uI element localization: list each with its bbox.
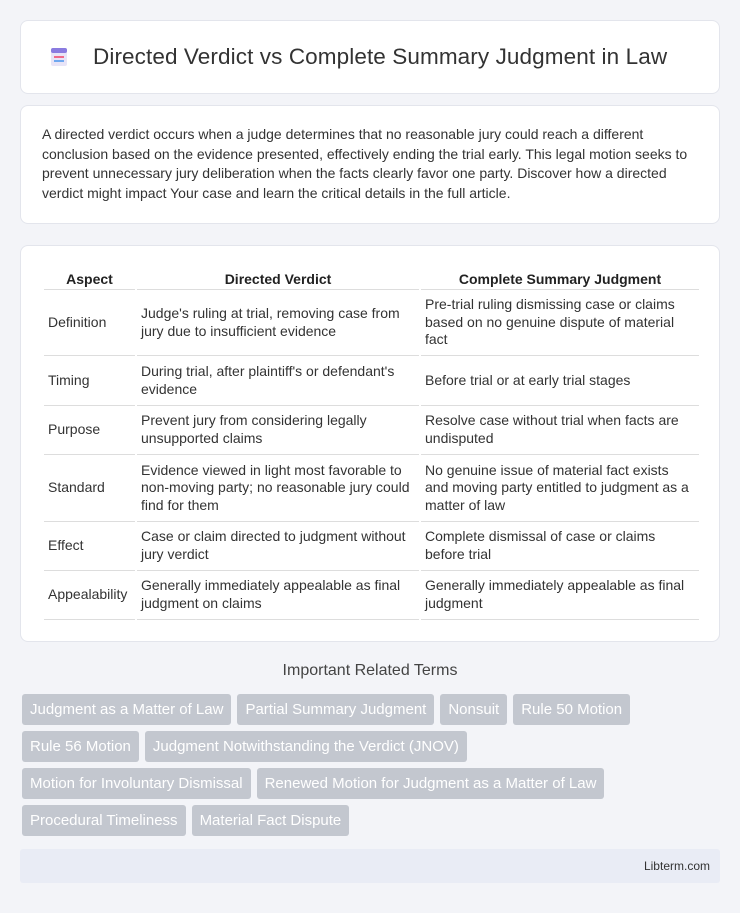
summary-judgment-cell: Generally immediately appealable as final judgment xyxy=(421,571,699,620)
table-row xyxy=(44,455,699,522)
document-stack-icon xyxy=(47,45,71,69)
summary-judgment-cell: Complete dismissal of case or claims before trial xyxy=(421,522,699,571)
summary-judgment-cell: No genuine issue of material fact exists and moving party entitled to judgment as a matter of law xyxy=(421,455,699,522)
related-term-tag[interactable]: Procedural Timeliness xyxy=(22,805,186,836)
column-header-complete-summary-judgment: Complete Summary Judgment xyxy=(421,266,699,290)
tag-row xyxy=(22,805,722,836)
related-term-tag[interactable]: Motion for Involuntary Dismissal xyxy=(22,768,251,799)
footer-site-link[interactable]: Libterm.com xyxy=(643,859,710,873)
aspect-cell: Timing xyxy=(44,356,135,406)
related-term-tag[interactable]: Rule 50 Motion xyxy=(513,694,630,725)
column-header-aspect: Aspect xyxy=(44,266,135,290)
comparison-card xyxy=(20,245,720,642)
aspect-cell: Effect xyxy=(44,522,135,571)
related-term-tag[interactable]: Material Fact Dispute xyxy=(192,805,350,836)
summary-judgment-cell: Resolve case without trial when facts are undisputed xyxy=(421,406,699,455)
table-row xyxy=(44,356,699,406)
directed-verdict-cell: Evidence viewed in light most favorable to non-moving party; no reasonable jury could find for them xyxy=(137,455,419,522)
table-row xyxy=(44,290,699,356)
summary-judgment-cell: Pre-trial ruling dismissing case or claims based on no genuine dispute of material fact xyxy=(421,290,699,356)
table-row xyxy=(44,406,699,455)
aspect-cell: Purpose xyxy=(44,406,135,455)
page-title: Directed Verdict vs Complete Summary Judgment in Law xyxy=(93,44,668,69)
related-term-tag[interactable]: Renewed Motion for Judgment as a Matter of Law xyxy=(257,768,605,799)
tag-row xyxy=(22,731,722,762)
related-term-tag[interactable]: Rule 56 Motion xyxy=(22,731,139,762)
column-header-directed-verdict: Directed Verdict xyxy=(137,266,419,290)
intro-card xyxy=(20,105,720,224)
directed-verdict-cell: Judge's ruling at trial, removing case from jury due to insufficient evidence xyxy=(137,290,419,356)
table-row xyxy=(44,571,699,620)
directed-verdict-cell: Case or claim directed to judgment without jury verdict xyxy=(137,522,419,571)
tag-row xyxy=(22,768,722,799)
related-terms-heading: Important Related Terms xyxy=(282,662,458,679)
title-card xyxy=(20,20,720,94)
aspect-cell: Definition xyxy=(44,290,135,356)
related-terms-list xyxy=(22,694,722,842)
aspect-cell: Appealability xyxy=(44,571,135,620)
related-term-tag[interactable]: Nonsuit xyxy=(440,694,507,725)
directed-verdict-cell: During trial, after plaintiff's or defendant's evidence xyxy=(137,356,419,406)
related-term-tag[interactable]: Judgment Notwithstanding the Verdict (JNOV) xyxy=(145,731,467,762)
table-header-row xyxy=(44,266,699,290)
tag-row xyxy=(22,694,722,725)
footer xyxy=(20,849,720,883)
summary-judgment-cell: Before trial or at early trial stages xyxy=(421,356,699,406)
comparison-table xyxy=(42,266,701,620)
directed-verdict-cell: Generally immediately appealable as final judgment on claims xyxy=(137,571,419,620)
directed-verdict-cell: Prevent jury from considering legally unsupported claims xyxy=(137,406,419,455)
intro-text: A directed verdict occurs when a judge determines that no reasonable jury could reach a different conclusion based on the evidence presented, effectively ending the trial early. This legal motion seeks to prevent unnecessary jury deliberation when the facts clearly favor one party. Discover how a directed verdict might impact Your case and learn the critical details in the full article. xyxy=(42,126,688,201)
table-row xyxy=(44,522,699,571)
related-term-tag[interactable]: Partial Summary Judgment xyxy=(237,694,434,725)
aspect-cell: Standard xyxy=(44,455,135,522)
related-term-tag[interactable]: Judgment as a Matter of Law xyxy=(22,694,231,725)
